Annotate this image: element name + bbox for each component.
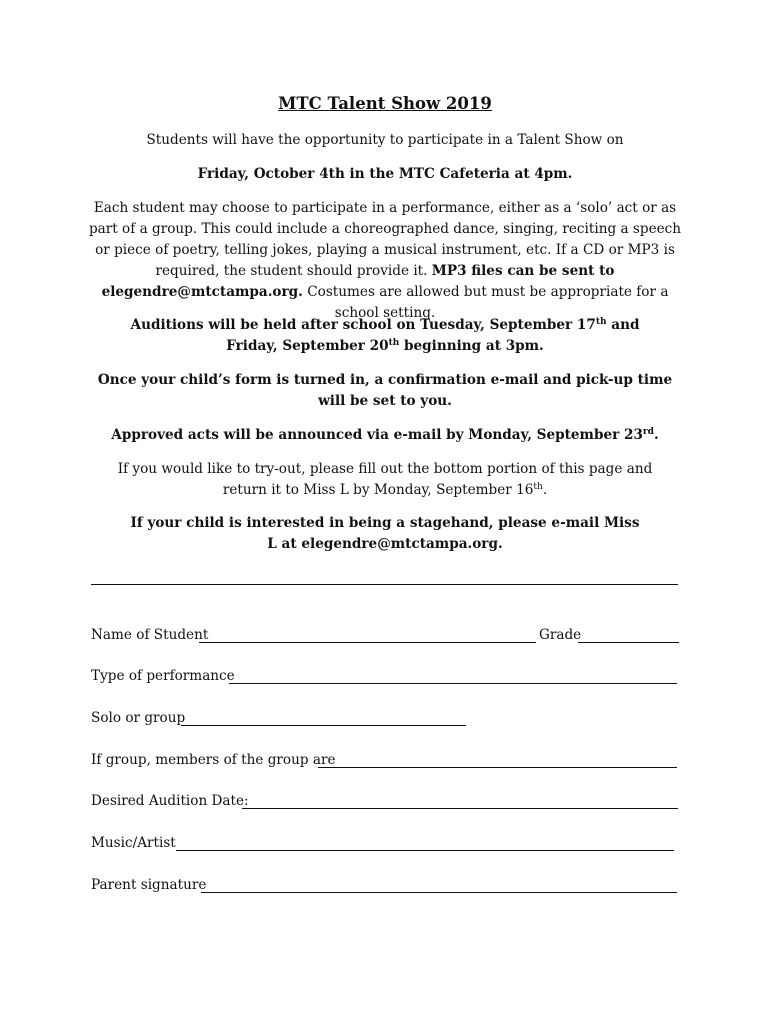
group-members-field[interactable] <box>318 767 677 768</box>
audition-date-label: Desired Audition Date: <box>91 793 249 809</box>
music-artist-field[interactable] <box>176 850 674 851</box>
group-members-label: If group, members of the group are <box>91 752 336 768</box>
solo-group-row <box>91 710 467 730</box>
auditions-sup-2: th <box>388 338 400 348</box>
parent-signature-label: Parent signature <box>91 877 207 893</box>
performance-type-label: Type of performance <box>91 668 235 684</box>
approved-end: . <box>653 427 659 443</box>
approved-text: Approved acts will be announced via e-mail by Monday, September 23 <box>111 427 643 443</box>
auditions-text-3: beginning at 3pm. <box>399 338 544 354</box>
page-title: MTC Talent Show 2019 <box>278 94 492 113</box>
performance-type-row <box>91 668 677 688</box>
stagehand-paragraph: If your child is interested in being a stagehand, please e-mail Miss L at elegendre@mtctampa.org. <box>130 515 640 552</box>
auditions-sup-1: th <box>595 317 607 327</box>
audition-date-field[interactable] <box>242 808 678 809</box>
intro-line: Students will have the opportunity to participate in a Talent Show on <box>146 132 624 148</box>
parent-signature-field[interactable] <box>201 892 677 893</box>
student-name-field[interactable] <box>199 642 536 643</box>
grade-field[interactable] <box>578 642 679 643</box>
tryout-text: If you would like to try-out, please fill out the bottom portion of this page and return it to Miss L by Monday, September 16 <box>117 461 653 498</box>
music-artist-label: Music/Artist <box>91 835 176 851</box>
costume-note: Costumes are allowed but must be appropriate for a school setting. <box>302 284 669 321</box>
group-members-row <box>91 752 677 772</box>
tryout-paragraph <box>96 459 674 501</box>
solo-group-field[interactable] <box>181 725 466 726</box>
mp3-email-note: MP3 files can be sent to elegendre@mtctampa.org. <box>101 263 615 300</box>
auditions-text-2: and Friday, September 20 <box>226 317 640 354</box>
section-divider <box>91 584 678 585</box>
approved-acts-paragraph <box>88 425 682 446</box>
auditions-text-1: Auditions will be held after school on Tuesday, September 17 <box>130 317 596 333</box>
music-artist-row <box>91 835 674 855</box>
tryout-sup: th <box>533 482 543 492</box>
student-name-label: Name of Student <box>91 627 209 643</box>
grade-label: Grade <box>539 627 582 643</box>
solo-group-label: Solo or group <box>91 710 186 726</box>
confirmation-paragraph: Once your child’s form is turned in, a confirmation e-mail and pick-up time will be set to you. <box>97 372 673 409</box>
tryout-end: . <box>542 482 548 498</box>
description-text: Each student may choose to participate in a performance, either as a ‘solo’ act or as part of a group. This could include a choreographed dance, singing, reciting a speech or piece of poetry, telling jokes, playing a musical instrument, etc. If a CD or MP3 is required, the student should provide it. <box>88 200 682 279</box>
audition-date-row <box>91 793 678 813</box>
auditions-paragraph <box>110 315 660 357</box>
approved-sup: rd <box>642 427 654 437</box>
description-paragraph <box>88 198 682 324</box>
event-date-line: Friday, October 4th in the MTC Cafeteria at 4pm. <box>197 166 573 182</box>
student-name-row <box>91 627 679 647</box>
parent-signature-row <box>91 877 677 897</box>
performance-type-field[interactable] <box>229 683 677 684</box>
